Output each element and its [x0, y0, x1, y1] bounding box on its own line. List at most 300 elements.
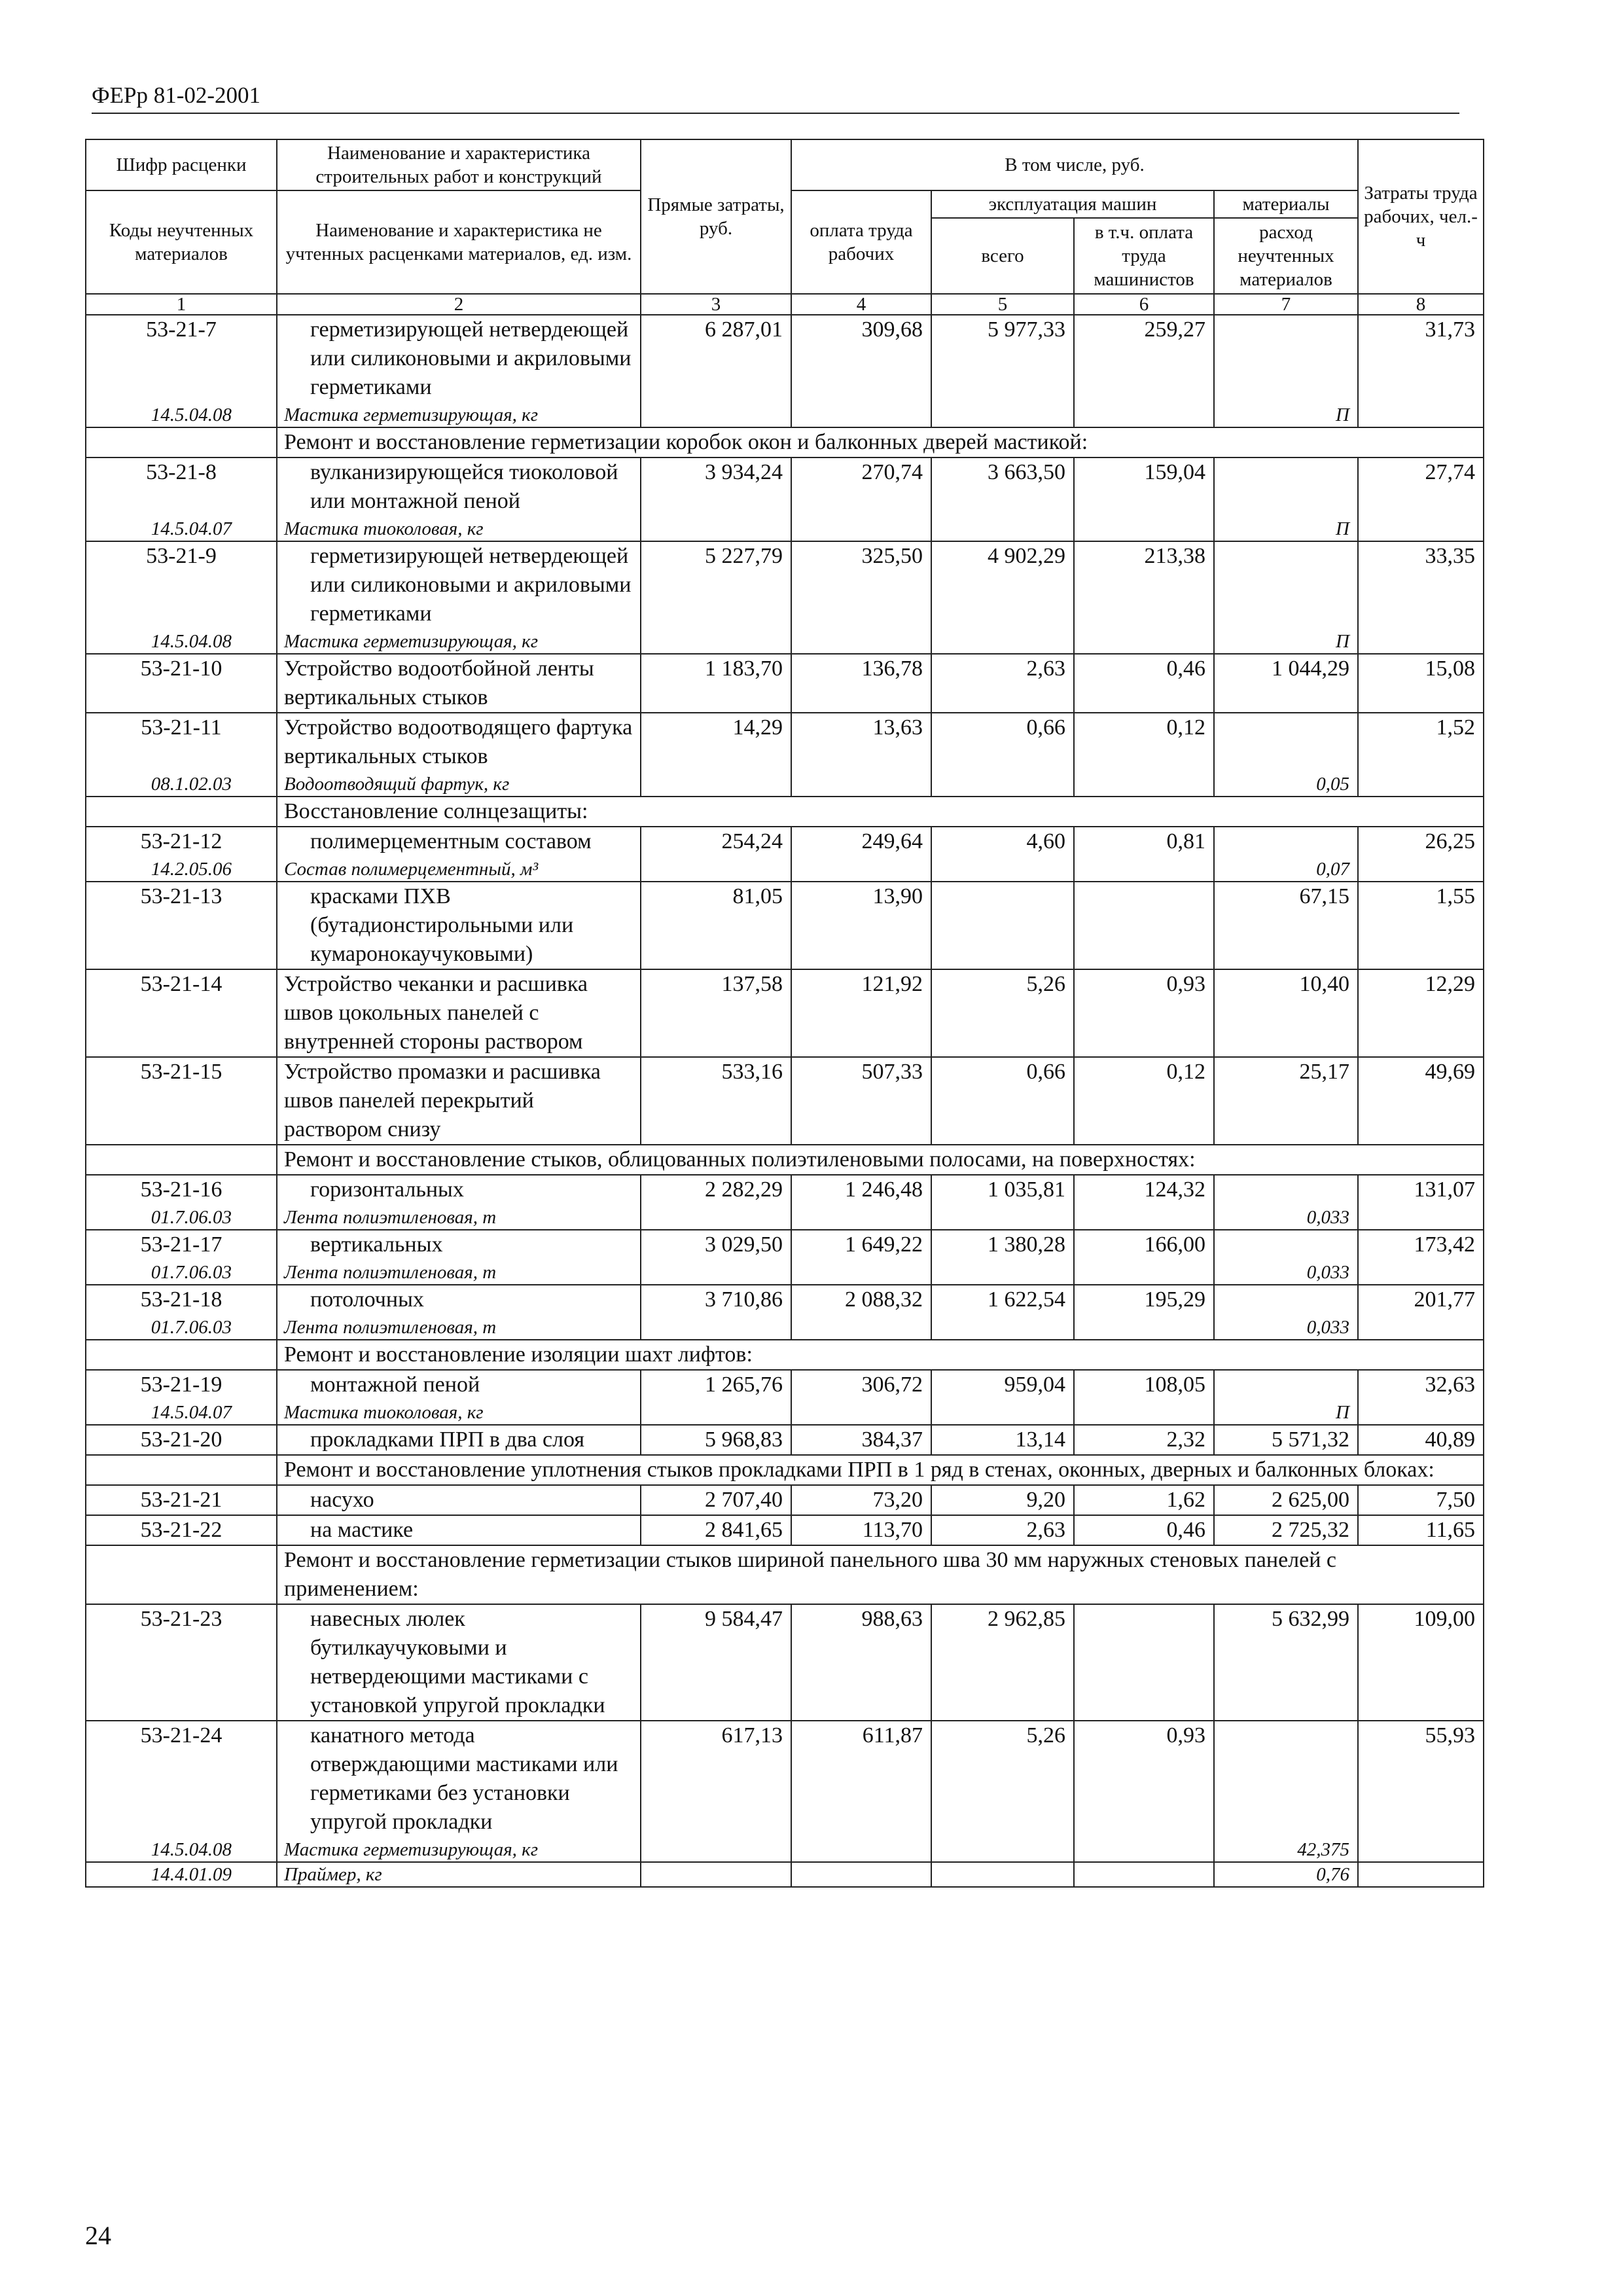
table-row: [86, 654, 1484, 713]
materials-cost: [1214, 315, 1358, 403]
labor-wages: 249,64: [791, 827, 931, 857]
col-number: 7: [1214, 294, 1358, 315]
rate-code: 53-21-22: [86, 1515, 277, 1545]
machinist-wages: [1074, 882, 1214, 969]
labor-hours: 1,52: [1358, 713, 1484, 772]
labor-hours: 55,93: [1358, 1721, 1484, 1837]
col-number: 8: [1358, 294, 1484, 315]
table-row: [86, 1485, 1484, 1515]
empty-cell: [641, 1862, 791, 1887]
empty-cell: [641, 857, 791, 882]
material-code: 08.1.02.03: [86, 772, 277, 797]
machines-total: 1 035,81: [931, 1175, 1074, 1205]
table-row: [86, 1425, 1484, 1455]
empty-cell: [1358, 516, 1484, 541]
empty-cell: [931, 1260, 1074, 1285]
empty-cell: [641, 629, 791, 654]
empty-cell: [931, 857, 1074, 882]
col-number: 2: [277, 294, 641, 315]
labor-hours: 26,25: [1358, 827, 1484, 857]
empty-cell: [1358, 1260, 1484, 1285]
machinist-wages: 213,38: [1074, 541, 1214, 629]
machines-total: 959,04: [931, 1370, 1074, 1400]
empty-cell: [931, 516, 1074, 541]
col-number: 1: [86, 294, 277, 315]
material-name: Мастика герметизирующая, кг: [277, 629, 641, 654]
labor-hours: 1,55: [1358, 882, 1484, 969]
table-body: [86, 315, 1484, 1887]
section-title: Восстановление солнцезащиты:: [277, 797, 1484, 827]
table-row: [86, 315, 1484, 403]
col-number: 4: [791, 294, 931, 315]
material-usage: 0,07: [1214, 857, 1358, 882]
labor-hours: 173,42: [1358, 1230, 1484, 1260]
labor-wages: 13,63: [791, 713, 931, 772]
labor-hours: 7,50: [1358, 1485, 1484, 1515]
rate-code: 53-21-21: [86, 1485, 277, 1515]
empty-cell: [1074, 629, 1214, 654]
machinist-wages: 0,93: [1074, 1721, 1214, 1837]
material-name: Водоотводящий фартук, кг: [277, 772, 641, 797]
direct-cost: 3 029,50: [641, 1230, 791, 1260]
empty-cell: [791, 1315, 931, 1340]
materials-cost: 5 632,99: [1214, 1604, 1358, 1721]
direct-cost: 81,05: [641, 882, 791, 969]
rate-code: 53-21-15: [86, 1057, 277, 1145]
labor-hours: 32,63: [1358, 1370, 1484, 1400]
labor-wages: 121,92: [791, 969, 931, 1057]
labor-wages: 136,78: [791, 654, 931, 713]
rate-code: 53-21-8: [86, 457, 277, 516]
materials-cost: 67,15: [1214, 882, 1358, 969]
empty-cell: [641, 516, 791, 541]
col-materials-header: материалы: [1214, 190, 1358, 218]
machinist-wages: 108,05: [1074, 1370, 1214, 1400]
table-row: [86, 1175, 1484, 1205]
empty-cell: [791, 1205, 931, 1230]
table-row: [86, 1285, 1484, 1315]
rate-code: 53-21-7: [86, 315, 277, 403]
price-table: [85, 139, 1484, 1888]
material-code: 14.4.01.09: [86, 1862, 277, 1887]
direct-cost: 3 710,86: [641, 1285, 791, 1315]
labor-hours: 33,35: [1358, 541, 1484, 629]
labor-hours: 201,77: [1358, 1285, 1484, 1315]
empty-cell: [1074, 1260, 1214, 1285]
col-mat-usage-header: расход неучтенных материалов: [1214, 218, 1358, 294]
work-name: насухо: [277, 1485, 641, 1515]
machinist-wages: 166,00: [1074, 1230, 1214, 1260]
empty-cell: [1358, 1837, 1484, 1862]
document-code: ФЕРр 81-02-2001: [92, 82, 261, 108]
empty-cell: [931, 1315, 1074, 1340]
rate-code: 53-21-23: [86, 1604, 277, 1721]
empty-cell: [1074, 1862, 1214, 1887]
direct-cost: 2 841,65: [641, 1515, 791, 1545]
empty-cell: [641, 1400, 791, 1425]
labor-hours: 27,74: [1358, 457, 1484, 516]
work-name: прокладками ПРП в два слоя: [277, 1425, 641, 1455]
machines-total: 4,60: [931, 827, 1074, 857]
table-row: [86, 713, 1484, 772]
table-row: [86, 1057, 1484, 1145]
material-code: 14.5.04.08: [86, 629, 277, 654]
machines-total: 13,14: [931, 1425, 1074, 1455]
materials-cost: 1 044,29: [1214, 654, 1358, 713]
col-name-header: Наименование и характеристика строительных работ и конструкций: [277, 139, 641, 190]
material-usage: 0,033: [1214, 1260, 1358, 1285]
page-header: [92, 76, 1459, 114]
work-name: Устройство водоотводящего фартука вертикальных стыков: [277, 713, 641, 772]
empty-cell: [791, 857, 931, 882]
table-row: [86, 1721, 1484, 1837]
labor-wages: 988,63: [791, 1604, 931, 1721]
machinist-wages: 259,27: [1074, 315, 1214, 403]
rate-code: 53-21-19: [86, 1370, 277, 1400]
materials-cost: [1214, 541, 1358, 629]
direct-cost: 2 707,40: [641, 1485, 791, 1515]
col-codes-header: Коды неучтенных материалов: [86, 190, 277, 294]
labor-wages: 113,70: [791, 1515, 931, 1545]
labor-wages: 309,68: [791, 315, 931, 403]
col-labor-header: Затраты труда рабочих, чел.-ч: [1358, 139, 1484, 294]
work-name: красками ПХВ (бутадионстирольными или кумаронокаучуковыми): [277, 882, 641, 969]
empty-cell: [791, 1862, 931, 1887]
empty-cell: [641, 1315, 791, 1340]
empty-cell: [931, 772, 1074, 797]
labor-hours: 49,69: [1358, 1057, 1484, 1145]
material-usage: П: [1214, 516, 1358, 541]
work-name: вертикальных: [277, 1230, 641, 1260]
work-name: потолочных: [277, 1285, 641, 1315]
machinist-wages: 0,81: [1074, 827, 1214, 857]
empty-cell: [641, 772, 791, 797]
material-row: [86, 1205, 1484, 1230]
work-name: на мастике: [277, 1515, 641, 1545]
material-name: Состав полимерцементный, м³: [277, 857, 641, 882]
material-code: 01.7.06.03: [86, 1260, 277, 1285]
machinist-wages: 195,29: [1074, 1285, 1214, 1315]
col-number: 3: [641, 294, 791, 315]
materials-cost: [1214, 1230, 1358, 1260]
col-direct-header: Прямые затраты, руб.: [641, 139, 791, 294]
machines-total: 3 663,50: [931, 457, 1074, 516]
empty-cell: [931, 1205, 1074, 1230]
direct-cost: 1 265,76: [641, 1370, 791, 1400]
material-name: Мастика герметизирующая, кг: [277, 1837, 641, 1862]
table-row: [86, 882, 1484, 969]
section-title: Ремонт и восстановление герметизации коробок окон и балконных дверей мастикой:: [277, 427, 1484, 457]
direct-cost: 2 282,29: [641, 1175, 791, 1205]
rate-code: 53-21-17: [86, 1230, 277, 1260]
section-row: [86, 1340, 1484, 1370]
machinist-wages: 0,93: [1074, 969, 1214, 1057]
section-row: [86, 1545, 1484, 1604]
empty-cell: [86, 1340, 277, 1370]
material-name: Мастика тиоколовая, кг: [277, 516, 641, 541]
section-row: [86, 1455, 1484, 1485]
section-title: Ремонт и восстановление стыков, облицованных полиэтиленовыми полосами, на поверхностях:: [277, 1145, 1484, 1175]
section-title: Ремонт и восстановление изоляции шахт лифтов:: [277, 1340, 1484, 1370]
empty-cell: [1358, 403, 1484, 427]
machines-total: 5,26: [931, 1721, 1074, 1837]
labor-hours: 15,08: [1358, 654, 1484, 713]
material-name: Праймер, кг: [277, 1862, 641, 1887]
labor-wages: 1 246,48: [791, 1175, 931, 1205]
empty-cell: [641, 403, 791, 427]
empty-cell: [1074, 403, 1214, 427]
col-machines-total-header: всего: [931, 218, 1074, 294]
labor-wages: 270,74: [791, 457, 931, 516]
col-machinist-wages-header: в т.ч. оплата труда машинистов: [1074, 218, 1214, 294]
col-machines-header: эксплуатация машин: [931, 190, 1214, 218]
labor-hours: 11,65: [1358, 1515, 1484, 1545]
labor-wages: 384,37: [791, 1425, 931, 1455]
empty-cell: [1074, 516, 1214, 541]
material-usage: 0,033: [1214, 1205, 1358, 1230]
empty-cell: [1074, 1837, 1214, 1862]
material-code: 14.5.04.07: [86, 516, 277, 541]
empty-cell: [931, 1400, 1074, 1425]
machines-total: 9,20: [931, 1485, 1074, 1515]
empty-cell: [1358, 1400, 1484, 1425]
empty-cell: [1358, 1862, 1484, 1887]
rate-code: 53-21-9: [86, 541, 277, 629]
material-row: [86, 1400, 1484, 1425]
labor-hours: 31,73: [1358, 315, 1484, 403]
material-code: 01.7.06.03: [86, 1315, 277, 1340]
table-row: [86, 1230, 1484, 1260]
empty-cell: [791, 1260, 931, 1285]
rate-code: 53-21-12: [86, 827, 277, 857]
machines-total: [931, 882, 1074, 969]
work-name: монтажной пеной: [277, 1370, 641, 1400]
labor-hours: 109,00: [1358, 1604, 1484, 1721]
machinist-wages: 0,46: [1074, 654, 1214, 713]
material-usage: 0,05: [1214, 772, 1358, 797]
materials-cost: [1214, 1175, 1358, 1205]
machinist-wages: 1,62: [1074, 1485, 1214, 1515]
materials-cost: 2 725,32: [1214, 1515, 1358, 1545]
empty-cell: [1074, 857, 1214, 882]
labor-wages: 325,50: [791, 541, 931, 629]
machinist-wages: 124,32: [1074, 1175, 1214, 1205]
direct-cost: 533,16: [641, 1057, 791, 1145]
material-name: Мастика герметизирующая, кг: [277, 403, 641, 427]
machines-total: 1 622,54: [931, 1285, 1074, 1315]
machines-total: 2,63: [931, 1515, 1074, 1545]
direct-cost: 3 934,24: [641, 457, 791, 516]
empty-cell: [1074, 1400, 1214, 1425]
rate-code: 53-21-13: [86, 882, 277, 969]
empty-cell: [1074, 772, 1214, 797]
labor-wages: 611,87: [791, 1721, 931, 1837]
materials-cost: [1214, 1721, 1358, 1837]
empty-cell: [86, 1455, 277, 1485]
material-name: Лента полиэтиленовая, т: [277, 1205, 641, 1230]
empty-cell: [1074, 1205, 1214, 1230]
direct-cost: 6 287,01: [641, 315, 791, 403]
direct-cost: 5 968,83: [641, 1425, 791, 1455]
machinist-wages: [1074, 1604, 1214, 1721]
material-code: 14.5.04.07: [86, 1400, 277, 1425]
machinist-wages: 0,46: [1074, 1515, 1214, 1545]
section-title: Ремонт и восстановление герметизации стыков шириной панельного шва 30 мм наружных стеновых панелей с применением:: [277, 1545, 1484, 1604]
labor-wages: 2 088,32: [791, 1285, 931, 1315]
empty-cell: [931, 629, 1074, 654]
direct-cost: 1 183,70: [641, 654, 791, 713]
labor-hours: 131,07: [1358, 1175, 1484, 1205]
work-name: вулканизирующейся тиоколовой или монтажной пеной: [277, 457, 641, 516]
materials-cost: [1214, 457, 1358, 516]
empty-cell: [1358, 629, 1484, 654]
rate-code: 53-21-20: [86, 1425, 277, 1455]
material-row: [86, 1837, 1484, 1862]
material-name: Лента полиэтиленовая, т: [277, 1315, 641, 1340]
material-usage: П: [1214, 1400, 1358, 1425]
materials-cost: [1214, 827, 1358, 857]
work-name: канатного метода отверждающими мастиками или герметиками без установки упругой прокладки: [277, 1721, 641, 1837]
machines-total: 1 380,28: [931, 1230, 1074, 1260]
machines-total: 4 902,29: [931, 541, 1074, 629]
machines-total: 0,66: [931, 713, 1074, 772]
direct-cost: 5 227,79: [641, 541, 791, 629]
material-name: Мастика тиоколовая, кг: [277, 1400, 641, 1425]
work-name: Устройство чеканки и расшивка швов цокольных панелей с внутренней стороны раствором: [277, 969, 641, 1057]
material-usage: 42,375: [1214, 1837, 1358, 1862]
material-row: [86, 772, 1484, 797]
machines-total: 5,26: [931, 969, 1074, 1057]
materials-cost: [1214, 1285, 1358, 1315]
labor-wages: 13,90: [791, 882, 931, 969]
empty-cell: [791, 1400, 931, 1425]
machinist-wages: 159,04: [1074, 457, 1214, 516]
material-row: [86, 516, 1484, 541]
direct-cost: 9 584,47: [641, 1604, 791, 1721]
machinist-wages: 2,32: [1074, 1425, 1214, 1455]
section-row: [86, 1145, 1484, 1175]
material-name: Лента полиэтиленовая, т: [277, 1260, 641, 1285]
table-row: [86, 827, 1484, 857]
empty-cell: [86, 797, 277, 827]
empty-cell: [641, 1260, 791, 1285]
col-cipher-header: Шифр расценки: [86, 139, 277, 190]
materials-cost: 10,40: [1214, 969, 1358, 1057]
col-incl-header: В том числе, руб.: [791, 139, 1358, 190]
empty-cell: [931, 1862, 1074, 1887]
work-name: навесных люлек бутилкаучуковыми и нетвердеющими мастиками с установкой упругой прокладки: [277, 1604, 641, 1721]
empty-cell: [1074, 1315, 1214, 1340]
labor-wages: 306,72: [791, 1370, 931, 1400]
direct-cost: 617,13: [641, 1721, 791, 1837]
material-usage: П: [1214, 403, 1358, 427]
material-usage: П: [1214, 629, 1358, 654]
empty-cell: [791, 1837, 931, 1862]
page-number: 24: [85, 2221, 111, 2250]
machinist-wages: 0,12: [1074, 1057, 1214, 1145]
col-wages-header: оплата труда рабочих: [791, 190, 931, 294]
empty-cell: [1358, 857, 1484, 882]
work-name: герметизирующей нетвердеющей или силиконовыми и акриловыми герметиками: [277, 541, 641, 629]
section-row: [86, 797, 1484, 827]
empty-cell: [791, 516, 931, 541]
rate-code: 53-21-16: [86, 1175, 277, 1205]
labor-wages: 73,20: [791, 1485, 931, 1515]
empty-cell: [791, 629, 931, 654]
machines-total: 5 977,33: [931, 315, 1074, 403]
empty-cell: [641, 1205, 791, 1230]
material-row: [86, 403, 1484, 427]
material-code: 14.2.05.06: [86, 857, 277, 882]
col-matname-header: Наименование и характеристика не учтенных расценками материалов, ед. изм.: [277, 190, 641, 294]
work-name: Устройство промазки и расшивка швов панелей перекрытий раствором снизу: [277, 1057, 641, 1145]
material-usage: 0,76: [1214, 1862, 1358, 1887]
table-row: [86, 1515, 1484, 1545]
empty-cell: [931, 1837, 1074, 1862]
col-number: 5: [931, 294, 1074, 315]
empty-cell: [931, 403, 1074, 427]
work-name: герметизирующей нетвердеющей или силиконовыми и акриловыми герметиками: [277, 315, 641, 403]
machines-total: 0,66: [931, 1057, 1074, 1145]
material-row: [86, 1260, 1484, 1285]
empty-cell: [86, 427, 277, 457]
work-name: полимерцементным составом: [277, 827, 641, 857]
empty-cell: [791, 772, 931, 797]
rate-code: 53-21-14: [86, 969, 277, 1057]
material-row: [86, 1315, 1484, 1340]
labor-hours: 40,89: [1358, 1425, 1484, 1455]
material-code: 14.5.04.08: [86, 403, 277, 427]
labor-wages: 507,33: [791, 1057, 931, 1145]
table-row: [86, 1370, 1484, 1400]
materials-cost: [1214, 713, 1358, 772]
rate-code: 53-21-11: [86, 713, 277, 772]
table-row: [86, 457, 1484, 516]
materials-cost: [1214, 1370, 1358, 1400]
material-row: [86, 857, 1484, 882]
materials-cost: 25,17: [1214, 1057, 1358, 1145]
direct-cost: 254,24: [641, 827, 791, 857]
table-row: [86, 969, 1484, 1057]
work-name: горизонтальных: [277, 1175, 641, 1205]
materials-cost: 2 625,00: [1214, 1485, 1358, 1515]
empty-cell: [791, 403, 931, 427]
material-usage: 0,033: [1214, 1315, 1358, 1340]
direct-cost: 137,58: [641, 969, 791, 1057]
material-code: 01.7.06.03: [86, 1205, 277, 1230]
empty-cell: [641, 1837, 791, 1862]
machines-total: 2,63: [931, 654, 1074, 713]
table-row: [86, 1604, 1484, 1721]
material-code: 14.5.04.08: [86, 1837, 277, 1862]
labor-wages: 1 649,22: [791, 1230, 931, 1260]
materials-cost: 5 571,32: [1214, 1425, 1358, 1455]
table-row: [86, 541, 1484, 629]
section-row: [86, 427, 1484, 457]
table-header: [86, 139, 1484, 315]
material-row: [86, 629, 1484, 654]
empty-cell: [1358, 772, 1484, 797]
machines-total: 2 962,85: [931, 1604, 1074, 1721]
empty-cell: [1358, 1205, 1484, 1230]
machinist-wages: 0,12: [1074, 713, 1214, 772]
col-number: 6: [1074, 294, 1214, 315]
material-row: [86, 1862, 1484, 1887]
direct-cost: 14,29: [641, 713, 791, 772]
rate-code: 53-21-10: [86, 654, 277, 713]
empty-cell: [86, 1145, 277, 1175]
empty-cell: [1358, 1315, 1484, 1340]
